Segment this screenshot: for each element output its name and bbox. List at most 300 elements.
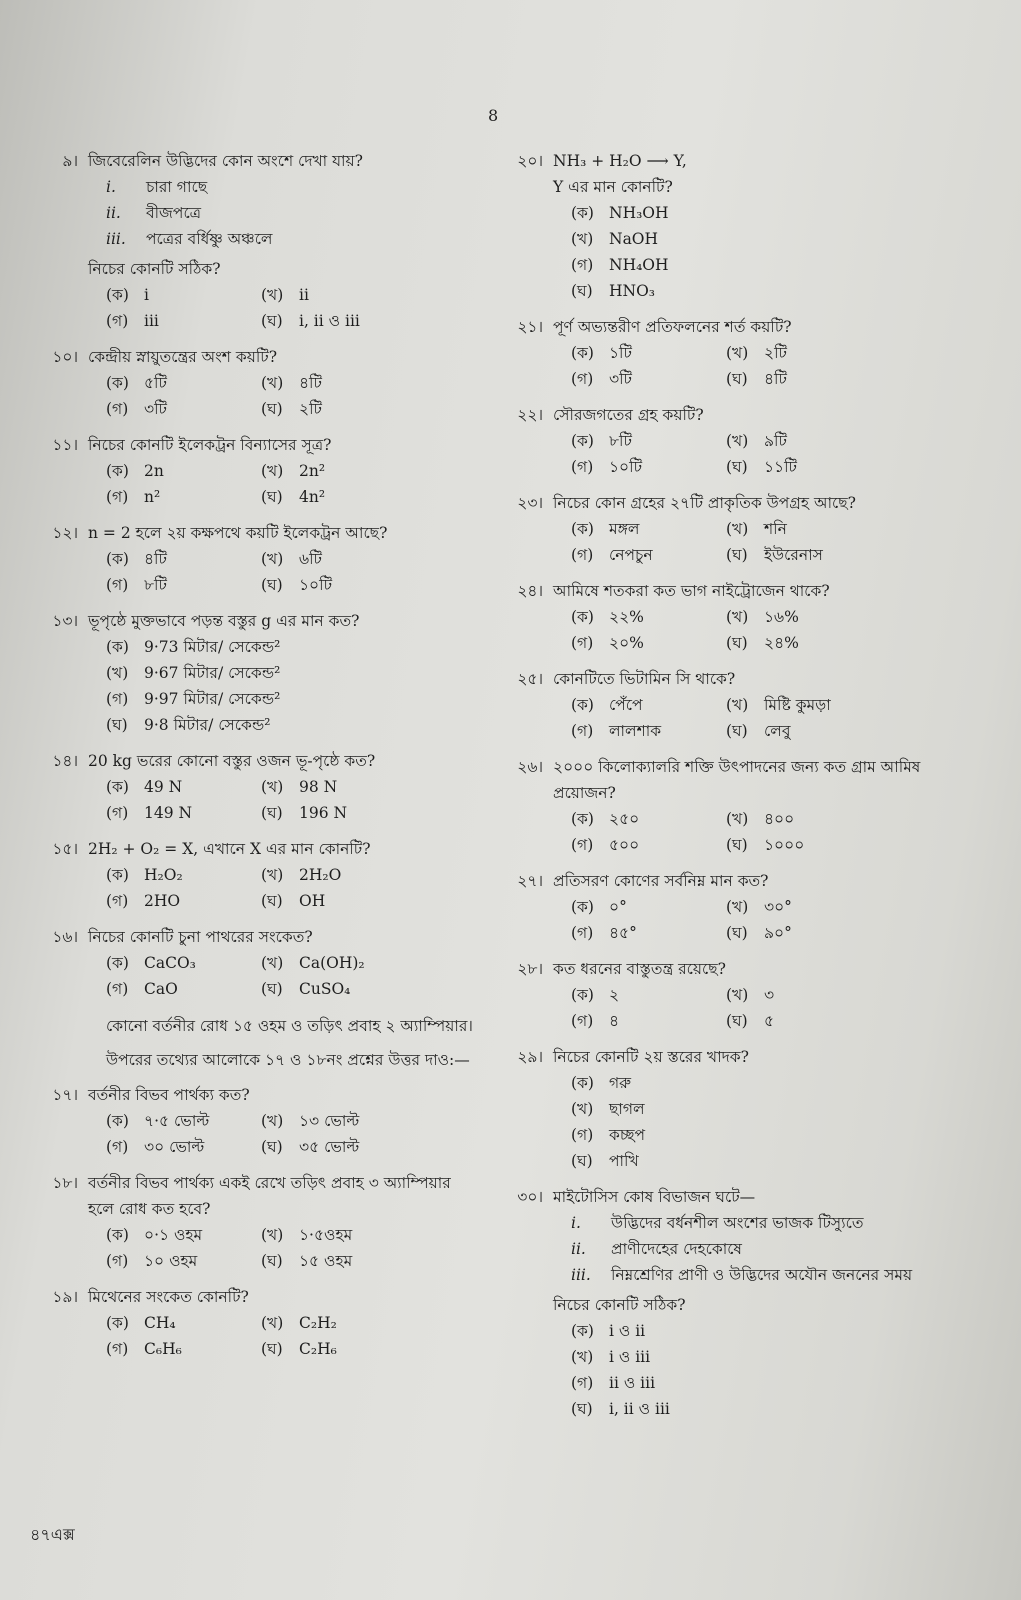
passage-line: উপরের তথ্যের আলোকে ১৭ ও ১৮নং প্রশ্নের উত্তর দাও:— xyxy=(106,1051,470,1069)
passage xyxy=(40,1012,480,1074)
answer-option xyxy=(571,692,726,718)
answer-option xyxy=(106,1134,261,1160)
question-text: নিচের কোনটি চুনা পাথরের সংকেত? xyxy=(88,928,313,946)
option-text: ১·৫ওহম xyxy=(299,1226,353,1244)
option-label: (ঘ) xyxy=(726,722,748,740)
option-text: ২টি xyxy=(299,400,322,418)
answer-option xyxy=(261,458,480,484)
option-text: ৪টি xyxy=(764,370,787,388)
answer-option xyxy=(106,976,261,1002)
question xyxy=(40,608,480,738)
option-text: কচ্ছপ xyxy=(609,1126,646,1144)
option-label: (খ) xyxy=(726,696,749,714)
option-text: 98 N xyxy=(299,778,338,796)
question xyxy=(505,754,985,858)
option-label: (গ) xyxy=(106,892,129,910)
option-list xyxy=(88,1310,480,1362)
option-label: (গ) xyxy=(571,546,594,564)
option-list xyxy=(553,1070,985,1174)
option-text: NaOH xyxy=(609,230,659,248)
option-text: ১৬% xyxy=(764,608,799,626)
question-number: ১৯। xyxy=(52,1288,78,1306)
question xyxy=(40,1284,480,1362)
option-text: CaCO₃ xyxy=(144,954,196,972)
answer-option xyxy=(106,712,480,738)
answer-option xyxy=(726,340,985,366)
question-number: ৩০। xyxy=(517,1188,543,1206)
answer-option xyxy=(726,604,985,630)
option-text: ii ও iii xyxy=(609,1374,656,1392)
question xyxy=(505,956,985,1034)
option-text: 149 N xyxy=(144,804,193,822)
statement-text: পত্রের বর্ধিষ্ণু অঞ্চলে xyxy=(146,230,273,248)
option-text: i ও ii xyxy=(609,1322,646,1340)
option-list xyxy=(88,634,480,738)
option-text: ৪০০ xyxy=(764,810,795,828)
question-text: মিথেনের সংকেত কোনটি? xyxy=(88,1288,249,1306)
option-label: (ঘ) xyxy=(571,1152,593,1170)
option-label: (ঘ) xyxy=(261,1252,283,1270)
option-list xyxy=(553,604,985,656)
answer-option xyxy=(106,1336,261,1362)
option-label: (ঘ) xyxy=(261,892,283,910)
answer-option xyxy=(571,1396,985,1422)
option-label: (খ) xyxy=(261,1226,284,1244)
option-text: CaO xyxy=(144,980,178,998)
option-label: (ক) xyxy=(106,866,129,884)
option-text: ০·১ ওহম xyxy=(144,1226,203,1244)
option-text: C₂H₂ xyxy=(299,1314,337,1332)
option-text: ২ xyxy=(609,986,620,1004)
answer-option xyxy=(106,950,261,976)
option-label: (ক) xyxy=(106,638,129,656)
option-text: ইউরেনাস xyxy=(764,546,823,564)
option-label: (ক) xyxy=(106,778,129,796)
option-label: (খ) xyxy=(571,230,594,248)
answer-option xyxy=(106,546,261,572)
option-text: মিষ্টি কুমড়া xyxy=(764,696,831,714)
option-text: ১০০০ xyxy=(764,836,805,854)
question-text: আমিষে শতকরা কত ভাগ নাইট্রোজেন থাকে? xyxy=(553,582,830,600)
option-label: (গ) xyxy=(106,980,129,998)
question-number: ২৯। xyxy=(517,1048,543,1066)
statement-text: নিম্নশ্রেণির প্রাণী ও উদ্ভিদের অযৌন জননের সময় xyxy=(611,1266,913,1284)
answer-option xyxy=(261,396,480,422)
answer-option xyxy=(726,894,985,920)
option-text: ২২% xyxy=(609,608,644,626)
question-text: 2H₂ + O₂ = X, এখানে X এর মান কোনটি? xyxy=(88,840,371,858)
question-number: ১৪। xyxy=(52,752,78,770)
question-text: জিবেরেলিন উদ্ভিদের কোন অংশে দেখা যায়? xyxy=(88,152,363,170)
option-label: (ক) xyxy=(106,1226,129,1244)
option-text: ৪টি xyxy=(144,550,167,568)
option-text: ৩০° xyxy=(764,898,792,916)
option-text: ৭·৫ ভোল্ট xyxy=(144,1112,210,1130)
question-number: ২২। xyxy=(517,406,543,424)
question-text: পূর্ণ অভ্যন্তরীণ প্রতিফলনের শর্ত কয়টি? xyxy=(553,318,792,336)
option-label: (খ) xyxy=(261,1112,284,1130)
option-text: ৪ xyxy=(609,1012,620,1030)
answer-option xyxy=(571,920,726,946)
option-label: (খ) xyxy=(261,374,284,392)
option-list xyxy=(88,546,480,598)
option-text: ৫ xyxy=(764,1012,775,1030)
question-text: নিচের কোনটি ২য় স্তরের খাদক? xyxy=(553,1048,749,1066)
option-label: (গ) xyxy=(106,312,129,330)
answer-option xyxy=(261,774,480,800)
question-number: ১২। xyxy=(52,524,78,542)
statement xyxy=(571,1262,985,1288)
answer-option xyxy=(261,572,480,598)
statement xyxy=(571,1236,985,1262)
option-text: 49 N xyxy=(144,778,183,796)
option-label: (গ) xyxy=(106,576,129,594)
question-text: কত ধরনের বাস্তুতন্ত্র রয়েছে? xyxy=(553,960,726,978)
statement-number: i. xyxy=(106,178,116,196)
answer-option xyxy=(571,1318,985,1344)
answer-option xyxy=(571,1070,985,1096)
option-list xyxy=(88,862,480,914)
option-text: NH₃OH xyxy=(609,204,669,222)
answer-option xyxy=(726,692,985,718)
answer-option xyxy=(571,1370,985,1396)
option-label: (ঘ) xyxy=(261,1340,283,1358)
option-list xyxy=(553,806,985,858)
option-label: (ঘ) xyxy=(726,458,748,476)
option-list xyxy=(553,200,985,304)
option-text: ৩টি xyxy=(609,370,632,388)
option-label: (ঘ) xyxy=(726,546,748,564)
question-number: ৯। xyxy=(62,152,78,170)
answer-option xyxy=(571,1122,985,1148)
option-label: (খ) xyxy=(261,550,284,568)
answer-option xyxy=(571,200,985,226)
answer-option xyxy=(106,396,261,422)
option-label: (ঘ) xyxy=(726,836,748,854)
option-text: ০° xyxy=(609,898,627,916)
option-label: (ক) xyxy=(571,608,594,626)
answer-option xyxy=(261,282,480,308)
option-label: (ক) xyxy=(571,432,594,450)
answer-option xyxy=(571,366,726,392)
answer-option xyxy=(571,1008,726,1034)
question-text: সৌরজগতের গ্রহ কয়টি? xyxy=(553,406,704,424)
question-number: ১৬। xyxy=(52,928,78,946)
answer-option xyxy=(726,718,985,744)
statement-text: বীজপত্রে xyxy=(146,204,202,222)
answer-option xyxy=(571,340,726,366)
option-text: ৪৫° xyxy=(609,924,637,942)
option-text: ৫০০ xyxy=(609,836,640,854)
option-label: (গ) xyxy=(106,1252,129,1270)
question-text: NH₃ + H₂O ⟶ Y, xyxy=(553,152,687,170)
question-number: ২৬। xyxy=(517,758,543,776)
option-text: ২৫০ xyxy=(609,810,640,828)
statement-number: iii. xyxy=(106,230,126,248)
answer-option xyxy=(261,484,480,510)
option-label: (ঘ) xyxy=(261,804,283,822)
option-text: ৩০ ভোল্ট xyxy=(144,1138,205,1156)
question xyxy=(40,836,480,914)
answer-option xyxy=(726,1008,985,1034)
answer-option xyxy=(106,370,261,396)
answer-option xyxy=(571,1148,985,1174)
question-text: বর্তনীর বিভব পার্থক্য একই রেখে তড়িৎ প্রবাহ ৩ অ্যাম্পিয়ার হলে রোধ কত হবে? xyxy=(88,1174,451,1218)
statement xyxy=(106,200,480,226)
option-text: ৩৫ ভোল্ট xyxy=(299,1138,360,1156)
option-text: 9·67 মিটার/ সেকেন্ড² xyxy=(144,664,281,682)
option-label: (গ) xyxy=(571,256,594,274)
answer-option xyxy=(726,920,985,946)
option-text: 2HO xyxy=(144,892,181,910)
statement xyxy=(106,226,480,252)
option-text: 2H₂O xyxy=(299,866,342,884)
option-text: 9·73 মিটার/ সেকেন্ড² xyxy=(144,638,281,656)
option-text: ১১টি xyxy=(764,458,797,476)
option-label: (ক) xyxy=(571,696,594,714)
option-text: 4n² xyxy=(299,488,326,506)
answer-option xyxy=(571,542,726,568)
option-label: (ঘ) xyxy=(571,282,593,300)
answer-option xyxy=(571,454,726,480)
option-label: (গ) xyxy=(571,634,594,652)
question-text: 20 kg ভরের কোনো বস্তুর ওজন ভূ-পৃষ্ঠে কত? xyxy=(88,752,376,770)
option-label: (গ) xyxy=(571,1012,594,1030)
option-list xyxy=(88,282,480,334)
page-number: 8 xyxy=(488,106,499,125)
option-list xyxy=(553,692,985,744)
question xyxy=(40,924,480,1002)
option-text: ২টি xyxy=(764,344,787,362)
option-label: (ক) xyxy=(571,1074,594,1092)
option-label: (ক) xyxy=(106,462,129,480)
option-text: 9·8 মিটার/ সেকেন্ড² xyxy=(144,716,271,734)
option-text: ছাগল xyxy=(609,1100,645,1118)
option-label: (ঘ) xyxy=(726,634,748,652)
option-text: i, ii ও iii xyxy=(299,312,360,330)
answer-option xyxy=(571,1096,985,1122)
question-prompt: নিচের কোনটি সঠিক? xyxy=(553,1296,686,1314)
question-list-left xyxy=(40,148,480,1002)
option-text: ৬টি xyxy=(299,550,322,568)
answer-option xyxy=(571,516,726,542)
answer-option xyxy=(106,862,261,888)
statement-text: চারা গাছে xyxy=(146,178,208,196)
option-list xyxy=(553,428,985,480)
question xyxy=(505,1184,985,1422)
answer-option xyxy=(261,800,480,826)
question-number: ২১। xyxy=(517,318,543,336)
option-label: (খ) xyxy=(726,898,749,916)
option-text: CuSO₄ xyxy=(299,980,351,998)
option-label: (ক) xyxy=(106,286,129,304)
question-text: ২০০০ কিলোক্যালরি শক্তি উৎপাদনের জন্য কত গ্রাম আমিষ প্রয়োজন? xyxy=(553,758,921,802)
option-label: (ক) xyxy=(571,986,594,1004)
answer-option xyxy=(726,630,985,656)
option-label: (খ) xyxy=(261,866,284,884)
option-text: 196 N xyxy=(299,804,348,822)
option-label: (গ) xyxy=(106,1138,129,1156)
option-text: H₂O₂ xyxy=(144,866,183,884)
question-number: ২৩। xyxy=(517,494,543,512)
option-list xyxy=(88,458,480,510)
question-text: মাইটোসিস কোষ বিভাজন ঘটে— xyxy=(553,1188,756,1206)
option-label: (খ) xyxy=(726,608,749,626)
option-text: ৮টি xyxy=(609,432,632,450)
question xyxy=(40,148,480,334)
question-number: ১১। xyxy=(52,436,78,454)
footer-code: ৪৭এক্স xyxy=(30,1525,75,1544)
option-text: লেবু xyxy=(764,722,791,740)
question-number: ১৭। xyxy=(52,1086,78,1104)
answer-option xyxy=(106,572,261,598)
option-text: ২০% xyxy=(609,634,644,652)
question xyxy=(40,1170,480,1274)
answer-option xyxy=(261,950,480,976)
option-label: (ক) xyxy=(571,1322,594,1340)
option-label: (খ) xyxy=(726,986,749,1004)
option-label: (ঘ) xyxy=(261,980,283,998)
answer-option xyxy=(571,226,985,252)
option-text: ১০টি xyxy=(609,458,643,476)
option-text: i, ii ও iii xyxy=(609,1400,670,1418)
question-number: ১০। xyxy=(52,348,78,366)
question-text: n = 2 হলে ২য় কক্ষপথে কয়টি ইলেকট্রন আছে? xyxy=(88,524,388,542)
option-list xyxy=(88,774,480,826)
question xyxy=(40,344,480,422)
statement-list xyxy=(553,1210,985,1288)
option-text: ii xyxy=(299,286,309,304)
question xyxy=(40,520,480,598)
answer-option xyxy=(106,800,261,826)
option-label: (গ) xyxy=(106,804,129,822)
option-label: (ক) xyxy=(571,810,594,828)
answer-option xyxy=(261,976,480,1002)
answer-option xyxy=(261,1248,480,1274)
answer-option xyxy=(571,1344,985,1370)
question xyxy=(40,1082,480,1160)
answer-option xyxy=(571,982,726,1008)
option-label: (খ) xyxy=(261,462,284,480)
answer-option xyxy=(106,1310,261,1336)
option-label: (খ) xyxy=(571,1348,594,1366)
option-list xyxy=(553,982,985,1034)
option-text: ৩টি xyxy=(144,400,167,418)
option-text: মঙ্গল xyxy=(609,520,640,538)
option-text: 9·97 মিটার/ সেকেন্ড² xyxy=(144,690,281,708)
answer-option xyxy=(261,1108,480,1134)
option-text: 2n xyxy=(144,462,164,480)
answer-option xyxy=(571,894,726,920)
statement xyxy=(571,1210,985,1236)
option-text: নেপচুন xyxy=(609,546,653,564)
option-text: HNO₃ xyxy=(609,282,656,300)
option-label: (খ) xyxy=(726,810,749,828)
statement-number: iii. xyxy=(571,1266,591,1284)
option-text: NH₄OH xyxy=(609,256,669,274)
answer-option xyxy=(261,862,480,888)
option-label: (খ) xyxy=(726,520,749,538)
option-list xyxy=(553,340,985,392)
option-text: গরু xyxy=(609,1074,632,1092)
option-label: (গ) xyxy=(571,1126,594,1144)
option-label: (গ) xyxy=(106,400,129,418)
option-label: (ক) xyxy=(571,520,594,538)
option-text: ৮টি xyxy=(144,576,167,594)
option-label: (গ) xyxy=(106,1340,129,1358)
question xyxy=(505,868,985,946)
option-text: i ও iii xyxy=(609,1348,651,1366)
question xyxy=(505,578,985,656)
option-text: ৯০° xyxy=(764,924,792,942)
option-label: (গ) xyxy=(106,488,129,506)
option-list xyxy=(553,516,985,568)
option-label: (ক) xyxy=(106,954,129,972)
answer-option xyxy=(571,630,726,656)
answer-option xyxy=(726,832,985,858)
right-column xyxy=(505,148,985,1432)
option-label: (খ) xyxy=(726,432,749,450)
answer-option xyxy=(571,604,726,630)
option-label: (গ) xyxy=(571,924,594,942)
option-text: ১টি xyxy=(609,344,632,362)
option-text: ৪টি xyxy=(299,374,322,392)
option-label: (গ) xyxy=(571,458,594,476)
answer-option xyxy=(106,634,480,660)
option-text: পাখি xyxy=(609,1152,639,1170)
option-text: ১০টি xyxy=(299,576,333,594)
option-label: (খ) xyxy=(106,664,129,682)
option-text: n² xyxy=(144,488,161,506)
option-label: (ঘ) xyxy=(261,1138,283,1156)
answer-option xyxy=(261,546,480,572)
answer-option xyxy=(106,458,261,484)
option-label: (ক) xyxy=(106,1112,129,1130)
question-number: ২৫। xyxy=(517,670,543,688)
answer-option xyxy=(726,982,985,1008)
option-label: (ঘ) xyxy=(261,312,283,330)
answer-option xyxy=(106,660,480,686)
answer-option xyxy=(261,1310,480,1336)
answer-option xyxy=(261,1222,480,1248)
answer-option xyxy=(261,1134,480,1160)
left-column xyxy=(40,148,480,1372)
question-number: ১৮। xyxy=(52,1174,78,1192)
question xyxy=(40,748,480,826)
question-text: কোনটিতে ভিটামিন সি থাকে? xyxy=(553,670,736,688)
answer-option xyxy=(106,888,261,914)
question-number: ২৮। xyxy=(517,960,543,978)
question xyxy=(505,666,985,744)
option-label: (খ) xyxy=(571,1100,594,1118)
question-number: ১৩। xyxy=(52,612,78,630)
statement-number: i. xyxy=(571,1214,581,1232)
option-label: (ঘ) xyxy=(726,370,748,388)
option-list xyxy=(88,1222,480,1274)
option-text: শনি xyxy=(764,520,787,538)
question xyxy=(505,490,985,568)
option-label: (ক) xyxy=(106,374,129,392)
option-label: (ঘ) xyxy=(726,1012,748,1030)
option-label: (ঘ) xyxy=(261,576,283,594)
answer-option xyxy=(261,888,480,914)
answer-option xyxy=(571,832,726,858)
option-text: পেঁপে xyxy=(609,696,643,714)
statement-list xyxy=(88,174,480,252)
option-list xyxy=(88,1108,480,1160)
question-text: কেন্দ্রীয় স্নায়ুতন্ত্রের অংশ কয়টি? xyxy=(88,348,278,366)
answer-option xyxy=(261,308,480,334)
